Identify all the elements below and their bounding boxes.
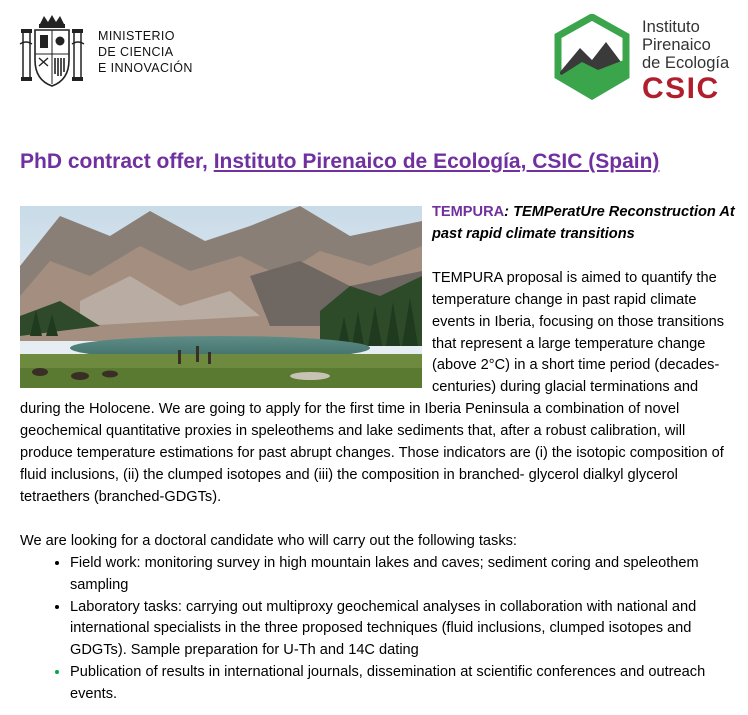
ministry-name: MINISTERIO DE CIENCIA E INNOVACIÓN [98,29,193,75]
project-acronym: TEMPURA [432,204,505,220]
institute-logo [552,14,729,104]
institute-name: Instituto Pirenaico de Ecología [642,18,730,72]
tasks-list [20,553,736,706]
institute-link[interactable]: Instituto Pirenaico de Ecología, CSIC (Spain) [213,150,660,173]
page-header [0,0,748,120]
mountain-lake-photo [20,206,422,388]
list-item: • Laboratory tasks: carrying out multiproxy geochemical analyses in collaboration with national and international specialists in the three proposed techniques (fluid inclusions, clumped isotopes and GDGTs). Sample preparation for U-Th and 14C dating [70,597,736,663]
tasks-intro: We are looking for a doctoral candidate who will carry out the following tasks: [20,532,517,549]
project-description: TEMPURA proposal is aimed to quantify the temperature change in past rapid climate events in Iberia, focusing on those transitions that represent a large temperature change (above 2°C) in a short time period (decades-centuries) during glacial terminations and during the Holocene. We are going to apply for the first time in Iberia Peninsula a combination of novel geochemical quantitative proxies in speleothems and lake sediments that, after a robust calibration, will produce temperature estimations for past abrupt changes. Those indicators are (i) the isotopic composition of fluid inclusions, (ii) the clumped isotopes and (iii) the composition in branched- glycerol dialkyl glycerol tetraethers (branched-GDGTs). [20,269,725,505]
list-item: • Field work: monitoring survey in high mountain lakes and caves; sediment coring and speleothem sampling [70,553,736,597]
list-item: • Publication of results in international journals, dissemination at scientific conferences and outreach events. [70,662,736,706]
mountain-hexagon-icon [552,14,632,100]
title-prefix: PhD contract offer, [20,150,214,173]
page-title [20,150,659,174]
csic-acronym: CSIC [642,72,720,105]
ministry-logo [18,14,193,90]
project-colon: : [504,204,514,220]
coat-of-arms-icon [18,14,86,90]
document-body [20,202,736,706]
project-full-name: TEMPeratUre Reconstruction At past rapid climate transitions [432,204,735,242]
